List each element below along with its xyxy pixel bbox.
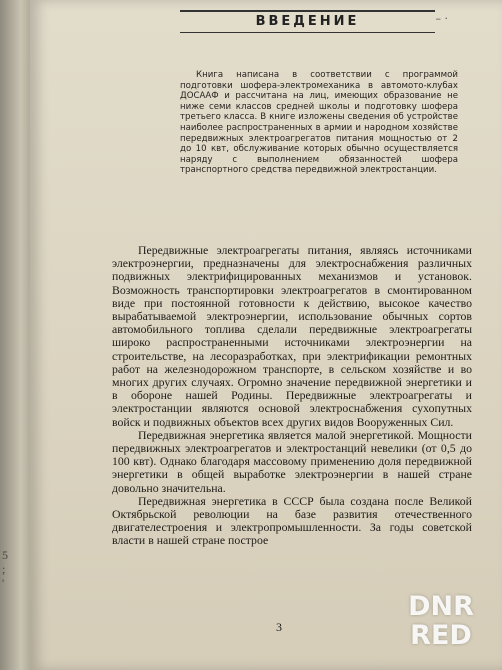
page-number: 3 xyxy=(276,620,282,634)
body-text xyxy=(112,244,472,548)
book-page xyxy=(30,0,502,670)
body-paragraph-3: Передвижная энергетика в СССР была создана после Великой Октябрьской революции на базе развития отечественного двигателестроения и электропромышленности. За годы советской власти в нашей стране построе xyxy=(112,493,472,548)
watermark-line-2: RED xyxy=(410,620,472,651)
body-paragraph-1: Передвижные электроагрегаты питания, являясь источниками электроэнергии, предназначены для электроснабжения различных подвижных электрифицированных механизмов и установок. Возможность транспортировки электроагрегатов в смонтированном виде при постоянной готовности к действию, высокое качество вырабатываемой электроэнергии, использование обычных сортов автомобильного топлива сделали передвижные электроагрегаты широко распространенными источниками электроэнергии на строительстве, на лесоразработках, при электрификации ремонтных работ на железнодорожном транспорте, в сельском хозяйстве и во многих других случаях. Огромно значение передвижной энергетики и в обороне нашей Родины. Передвижные электроагрегаты и электростанции являются основой электроснабжения сухопутных войск и подвижных объектов всех других видов Вооруженных Сил. xyxy=(112,243,472,429)
body-paragraph-2: Передвижная энергетика является малой энергетикой. Мощности передвижных электроагрегатов и электростанций невелики (от 0,5 до 100 квт). Однако благодаря массовому применению доля передвижной энергетики в общей выработке электроэнергии в нашей стране довольно значительна. xyxy=(112,427,472,495)
abstract-paragraph: Книга написана в соответствии с программой подготовки шофера-электромеханика в автомото-клубах ДОСААФ и рассчитана на лиц, имеющих образование не ниже семи классов средней школы и подготовку шофера третьего класса. В книге изложены сведения об устройстве наиболее распространенных в армии и народном хозяйстве передвижных электроагрегатов питания мощностью от 2 до 10 квт, обслуживание которых обычно осуществляется наряду с выполнением обязанностей шофера транспортного средства передвижной электростанции. xyxy=(180,70,458,176)
left-page-edge xyxy=(0,0,30,670)
watermark-line-1: DNR xyxy=(408,591,474,622)
watermark-logo xyxy=(388,592,494,656)
show-through-marks: – · xyxy=(435,12,448,25)
left-page-margin-marks: 5 ; ' xyxy=(2,548,8,590)
chapter-title: ВВЕДЕНИЕ xyxy=(180,14,435,33)
header-rule xyxy=(180,10,435,12)
